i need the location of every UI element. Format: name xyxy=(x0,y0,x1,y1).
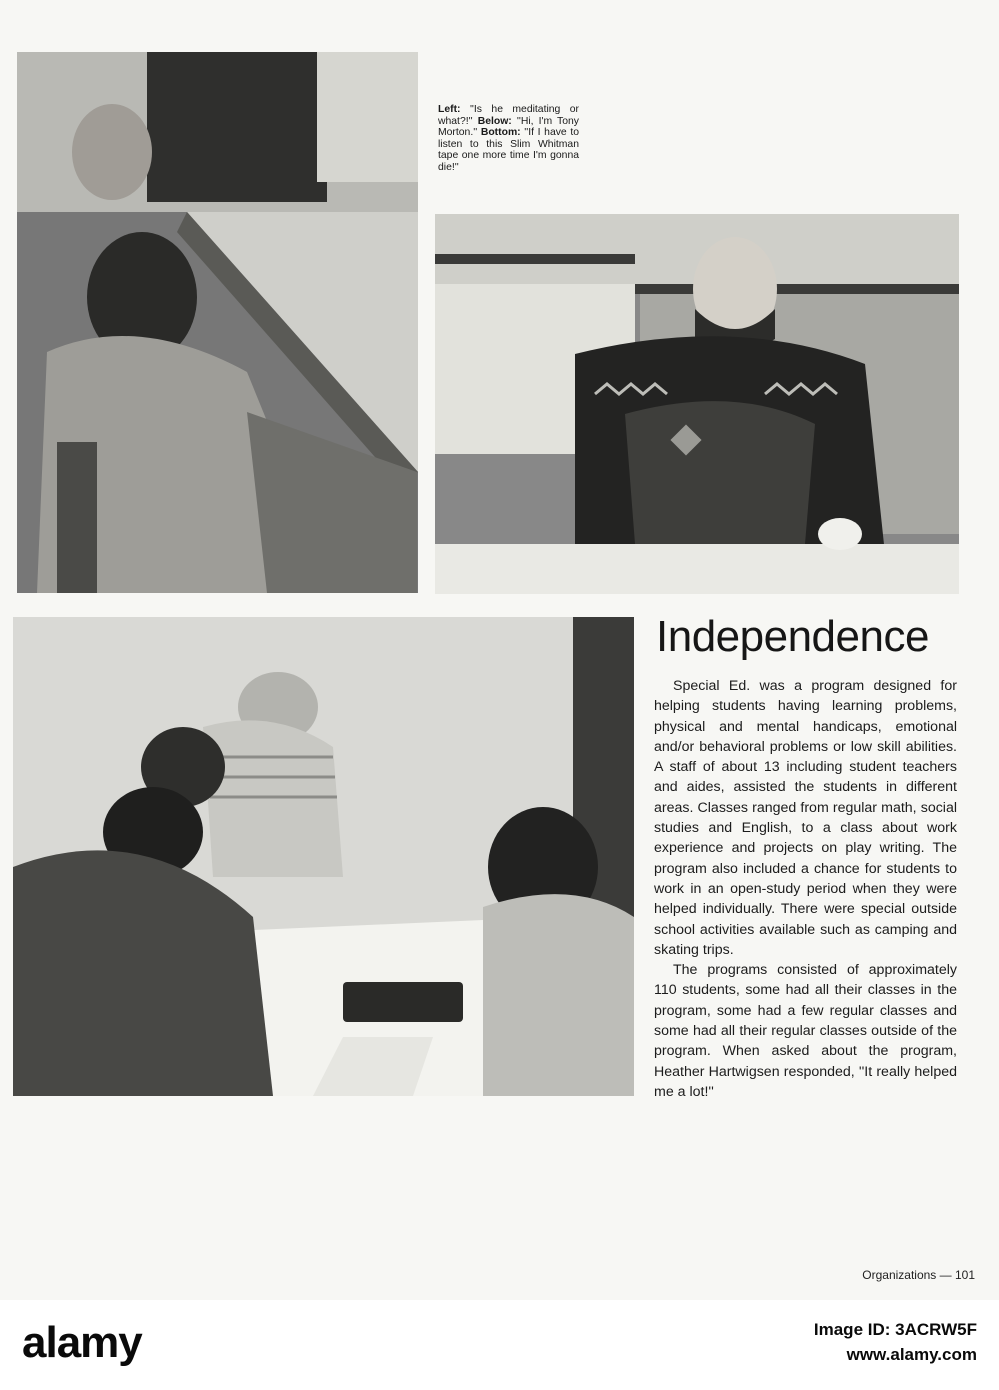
caption-bottom-text: ''If I have to listen to this Slim Whitman tape one more time I'm gonna die!'' xyxy=(438,127,579,173)
article-paragraph: Special Ed. was a program designed for helping students having learning problems, physical and mental handicaps, emotional and/or behavioral problems or low skill abilities. A staff of about 13 including student teachers and aides, assisted the students in different areas. Classes ranged from regular math, social studies and English, to a class about work experience and projects on play writing. The program also included a chance for students to work in an open-study period when they were helped individually. There were special outside school activities available such as camping and skating trips. xyxy=(654,678,957,958)
photo-caption xyxy=(438,104,579,173)
article-paragraph: The programs consisted of approximately 110 students, some had all their classes in the program, some had a few regular classes and some had all their regular classes outside of the program. When asked about the program, Heather Hartwigsen responded, ''It really helped me a lot!'' xyxy=(654,962,957,1100)
photo-left-students-at-desk xyxy=(17,52,418,593)
watermark-brand: alamy xyxy=(22,1318,142,1367)
article-headline: Independence xyxy=(656,612,929,661)
caption-left-text: ''Is he meditating or what?!'' xyxy=(438,104,579,127)
watermark-url: www.alamy.com xyxy=(846,1345,977,1364)
caption-below-label: Below: xyxy=(477,115,512,127)
photo-bottom-students-with-headphones xyxy=(13,617,634,1096)
caption-below-text: ''Hi, I'm Tony Morton.'' xyxy=(438,115,579,138)
watermark-image-id: Image ID: 3ACRW5F xyxy=(813,1320,977,1339)
photo-below-teacher-with-bag xyxy=(435,214,959,594)
caption-left-label: Left: xyxy=(438,104,461,115)
caption-bottom-label: Bottom: xyxy=(480,127,521,138)
page-folio: Organizations — 101 xyxy=(862,1268,975,1282)
article-body xyxy=(654,676,957,1102)
